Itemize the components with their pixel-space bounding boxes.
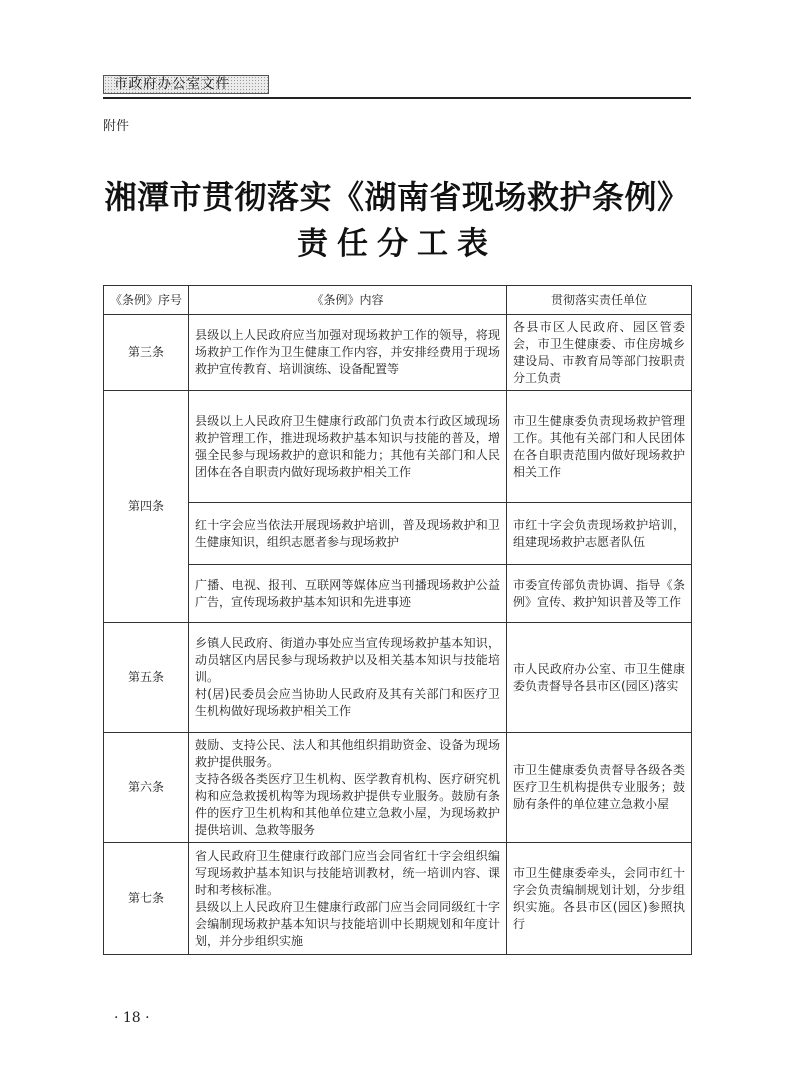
content-cell: 省人民政府卫生健康行政部门应当会同省红十字会组织编写现场救护基本知识与技能培训教材，统一培训内容、课时和考核标准。 县级以上人民政府卫生健康行政部门应当会同同级红十字会编制现场救护基本知识与技能培训中长期规划和年度计划，并分步组织实施 — [189, 843, 507, 955]
table-row — [104, 623, 692, 733]
table-row — [104, 843, 692, 955]
column-header-article: 《条例》序号 — [104, 286, 189, 315]
document-title-line2: 责任分工表 — [297, 226, 497, 262]
responsible-unit-cell: 市人民政府办公室、市卫生健康委负责督导各县市区(园区)落实 — [507, 623, 692, 733]
table-header-row — [104, 286, 692, 315]
content-cell: 鼓励、支持公民、法人和其他组织捐助资金、设备为现场救护提供服务。 支持各级各类医疗卫生机构、医学教育机构、医疗研究机构和应急救援机构等为现场救护提供专业服务。鼓励有条件的医疗卫生机构和其他单位建立急救小屋，为现场救护提供培训、急救等服务 — [189, 733, 507, 843]
column-header-unit: 贯彻落实责任单位 — [507, 286, 692, 315]
responsible-unit-cell: 市委宣传部负责协调、指导《条例》宣传、救护知识普及等工作 — [507, 565, 692, 623]
document-title-line1: 湘潭市贯彻落实《湖南省现场救护条例》 — [104, 178, 690, 216]
page-number: · 18 · — [114, 1010, 150, 1026]
content-cell: 红十字会应当依法开展现场救护培训，普及现场救护和卫生健康知识，组织志愿者参与现场救护 — [189, 503, 507, 565]
article-cell: 第五条 — [104, 623, 189, 733]
responsible-unit-cell: 市卫生健康委牵头，会同市红十字会负责编制规划计划，分步组织实施。各县市区(园区)参照执行 — [507, 843, 692, 955]
responsible-unit-cell: 市红十字会负责现场救护培训，组建现场救护志愿者队伍 — [507, 503, 692, 565]
column-header-content: 《条例》内容 — [189, 286, 507, 315]
article-cell: 第三条 — [104, 315, 189, 391]
content-cell: 乡镇人民政府、街道办事处应当宣传现场救护基本知识，动员辖区内居民参与现场救护以及相关基本知识与技能培训。 村(居)民委员会应当协助人民政府及其有关部门和医疗卫生机构做好现场救护相关工作 — [189, 623, 507, 733]
table-row — [104, 733, 692, 843]
content-cell: 县级以上人民政府应当加强对现场救护工作的领导，将现场救护工作作为卫生健康工作内容，并安排经费用于现场救护宣传教育、培训演练、设备配置等 — [189, 315, 507, 391]
responsibility-table — [103, 285, 692, 955]
responsible-unit-cell: 各县市区人民政府、园区管委会，市卫生健康委、市住房城乡建设局、市教育局等部门按职责分工负责 — [507, 315, 692, 391]
content-cell: 广播、电视、报刊、互联网等媒体应当刊播现场救护公益广告，宣传现场救护基本知识和先进事迹 — [189, 565, 507, 623]
article-cell: 第四条 — [104, 391, 189, 623]
article-cell: 第七条 — [104, 843, 189, 955]
table-row — [104, 565, 692, 623]
responsible-unit-cell: 市卫生健康委负责现场救护管理工作。其他有关部门和人民团体在各自职责范围内做好现场救护相关工作 — [507, 391, 692, 503]
table-row — [104, 391, 692, 503]
article-cell: 第六条 — [104, 733, 189, 843]
table-row — [104, 315, 692, 391]
document-header-tag: 市政府办公室文件 — [103, 75, 269, 94]
header-rule — [103, 97, 691, 99]
table-row — [104, 503, 692, 565]
attachment-label: 附件 — [103, 119, 130, 134]
responsible-unit-cell: 市卫生健康委负责督导各级各类医疗卫生机构提供专业服务；鼓励有条件的单位建立急救小屋 — [507, 733, 692, 843]
content-cell: 县级以上人民政府卫生健康行政部门负责本行政区域现场救护管理工作，推进现场救护基本知识与技能的普及，增强全民参与现场救护的意识和能力；其他有关部门和人民团体在各自职责内做好现场救护相关工作 — [189, 391, 507, 503]
